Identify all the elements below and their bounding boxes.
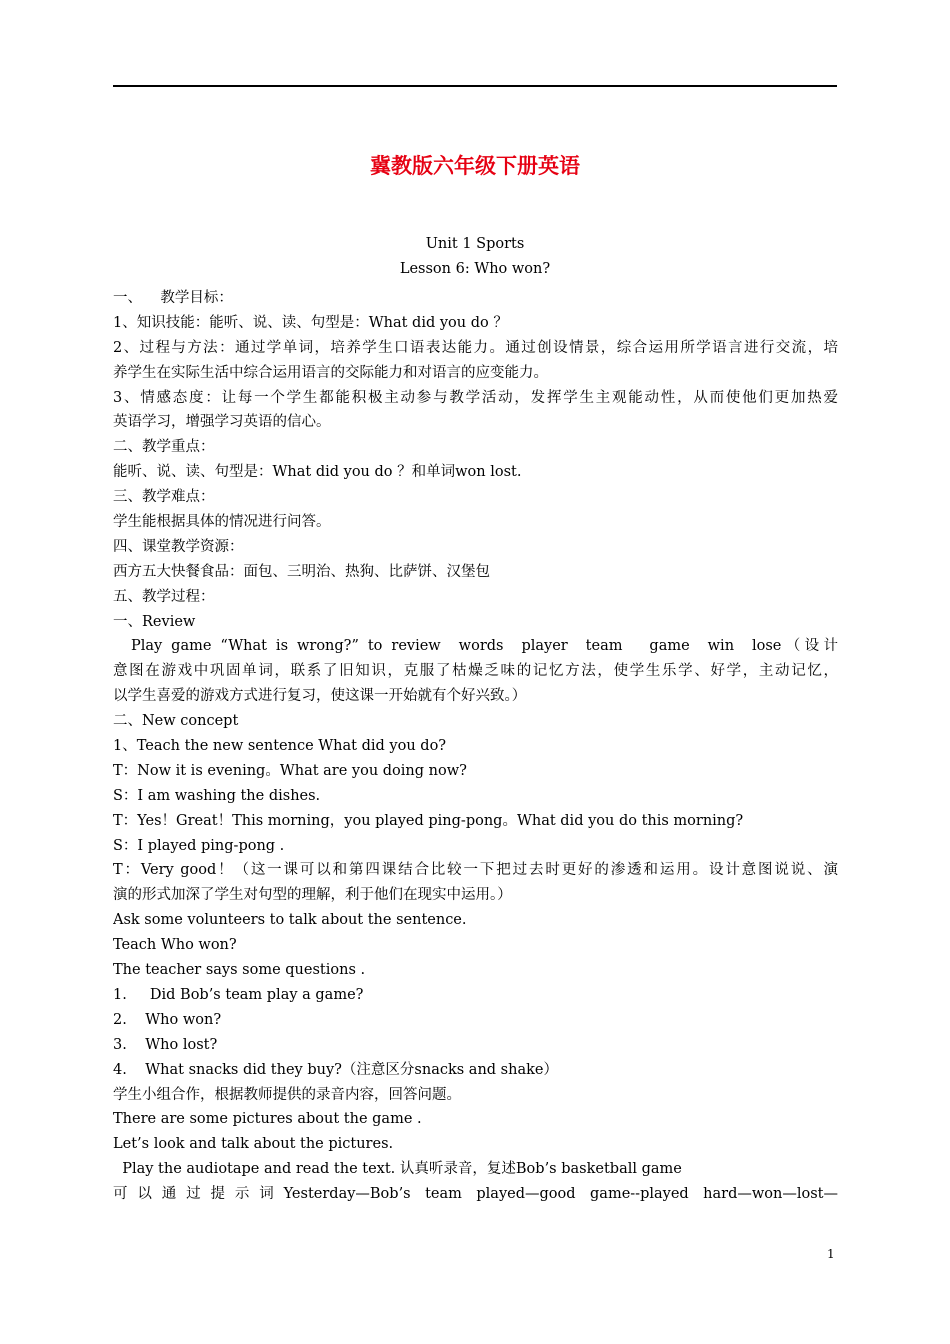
question-item: 3. Who lost? xyxy=(113,1036,218,1053)
body-line: 演的形式加深了学生对句型的理解，利于他们在现实中运用。） xyxy=(113,887,512,904)
body-line: 一、 教学目标： xyxy=(113,290,233,306)
body-line: 四、课堂教学资源： xyxy=(113,538,244,555)
body-line: 1、Teach the new sentence What did you do? xyxy=(113,738,447,755)
body-line: 五、教学过程： xyxy=(113,588,215,605)
body-line: Ask some volunteers to talk about the sentence. xyxy=(113,912,467,929)
body-line: 学生小组合作，根据教师提供的录音内容，回答问题。 xyxy=(113,1086,461,1103)
body-line: T：Yes！Great！This morning，you played ping-pong。What did you do this morning? xyxy=(113,812,744,829)
body-line: S：I am washing the dishes. xyxy=(113,787,321,804)
body-line: Let’s look and talk about the pictures. xyxy=(113,1136,394,1153)
body-line: 1、知识技能：能听、说、读、句型是：What did you do ？ xyxy=(113,314,508,331)
body-line: 英语学习，增强学习英语的信心。 xyxy=(113,414,331,431)
body-line: 意图在游戏中巩固单词，联系了旧知识，克服了枯燥乏味的记忆方法，使学生乐学、好学，主动记忆， xyxy=(113,663,838,680)
body-line: 养学生在实际生活中综合运用语言的交际能力和对语言的应变能力。 xyxy=(113,364,548,381)
question-item: 1. Did Bob’s team play a game? xyxy=(113,986,364,1003)
body-line: The teacher says some questions . xyxy=(113,962,366,979)
body-line: Play game “What is wrong?” to review words player team game win lose（设计 xyxy=(113,638,838,655)
body-line: There are some pictures about the game . xyxy=(113,1111,422,1128)
body-line: T：Very good！（这一课可以和第四课结合比较一下把过去时更好的渗透和运用。设计意图说说、演 xyxy=(113,862,838,879)
body-line: 2、过程与方法：通过学单词，培养学生口语表达能力。通过创设情景，综合运用所学语言进行交流，培 xyxy=(113,339,838,356)
header-rule xyxy=(113,85,837,87)
page-number: 1 xyxy=(827,1247,835,1261)
body-line: 西方五大快餐食品：面包、三明治、热狗、比萨饼、汉堡包 xyxy=(113,563,490,580)
body-line: 能听、说、读、句型是：What did you do ？和单词won lost. xyxy=(113,464,522,481)
body-line: 三、教学难点： xyxy=(113,489,215,506)
lesson-body xyxy=(113,286,838,1207)
body-line: Play the audiotape and read the text. 认真听录音，复述Bob’s basketball game xyxy=(113,1161,682,1178)
body-line: 学生能根据具体的情况进行问答。 xyxy=(113,514,331,531)
body-line: T：Now it is evening。What are you doing now? xyxy=(113,762,467,779)
question-item: 2. Who won? xyxy=(113,1011,222,1028)
body-line: 一、Review xyxy=(113,613,196,630)
document-title: 冀教版六年级下册英语 xyxy=(370,154,580,178)
body-line: 3、情感态度：让每一个学生都能积极主动参与教学活动，发挥学生主观能动性，从而使他们更加热爱 xyxy=(113,389,838,406)
body-line: S：I played ping-pong . xyxy=(113,837,285,854)
body-line: 二、教学重点： xyxy=(113,439,215,456)
body-line: 以学生喜爱的游戏方式进行复习，使这课一开始就有个好兴致。） xyxy=(113,688,527,705)
question-item: 4. What snacks did they buy?（注意区分snacks and shake） xyxy=(113,1061,558,1078)
body-line: 可以通过提示词Yesterday—Bob’s team played—good game--played hard—won—lost— xyxy=(113,1186,838,1203)
body-line: 二、New concept xyxy=(113,713,239,730)
unit-heading: Unit 1 Sports xyxy=(425,236,525,252)
body-line: Teach Who won? xyxy=(113,937,237,954)
lesson-heading: Lesson 6: Who won? xyxy=(399,261,551,277)
